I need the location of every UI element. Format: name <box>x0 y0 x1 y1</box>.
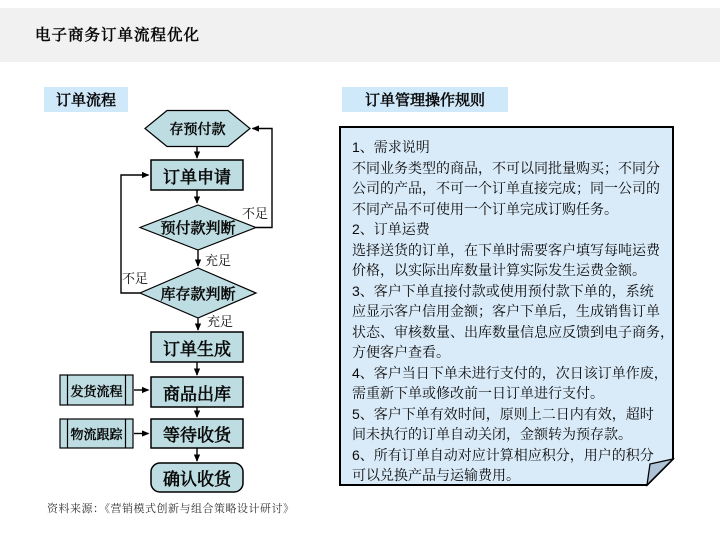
node-goods-out: 商品出库 <box>163 384 231 404</box>
node-store-prepayment: 存预付款 <box>169 120 226 137</box>
node-stock-check: 库存款判断 <box>160 285 236 303</box>
rule-line: 价格，以实际出库数量计算实际发生运费金额。 <box>352 262 646 278</box>
rule-line: 5、客户下单有效时间，原则上二日内有效，超时 <box>352 405 654 422</box>
rule-line: 3、客户下单直接付款或使用预付款下单的，系统 <box>352 282 654 299</box>
rule-line: 间未执行的订单自动关闭，金额转为预存款。 <box>352 426 632 442</box>
rule-line: 选择送货的订单，在下单时需要客户填写每吨运费 <box>352 241 660 258</box>
rule-line: 可以兑换产品与运输费用。 <box>352 467 520 483</box>
rule-line: 4、客户当日下单未进行支付的，次日该订单作废， <box>352 364 668 381</box>
node-wait-receive: 等待收货 <box>163 426 231 445</box>
rule-line: 需重新下单或修改前一日订单进行支付。 <box>352 385 604 401</box>
rule-line: 应显示客户信用金额；客户下单后，生成销售订单 <box>352 303 660 319</box>
edge-label-prepay-insufficient: 不足 <box>242 206 269 221</box>
rule-line: 公司的产品，不可一个订单直接完成；同一公司的 <box>352 180 660 196</box>
rules-section-label: 订单管理操作规则 <box>342 87 508 112</box>
edge-label-prepay-sufficient: 充足 <box>205 253 232 268</box>
node-ship-process: 发货流程 <box>70 383 123 399</box>
rule-line: 状态、审核数量、出库数量信息应反馈到电子商务， <box>352 323 674 340</box>
rule-line: 不同业务类型的商品，不可以同批量购买；不同分 <box>352 159 660 176</box>
rule-line: 方便客户查看。 <box>352 344 450 360</box>
node-prepay-check: 预付款判断 <box>160 220 236 237</box>
source-citation: 资料来源：《营销模式创新与组合策略设计研讨》 <box>47 503 295 515</box>
rule-line: 1、需求说明 <box>352 139 430 155</box>
rule-line: 2、订单运费 <box>352 221 430 237</box>
node-order-create: 订单生成 <box>163 339 231 359</box>
flow-section-label: 订单流程 <box>44 87 128 112</box>
node-logistics-track: 物流跟踪 <box>70 427 123 442</box>
page-title: 电子商务订单流程优化 <box>35 27 201 44</box>
edge-label-stock-insufficient: 不足 <box>122 271 149 286</box>
node-confirm-receive: 确认收货 <box>163 470 231 489</box>
edge-label-stock-sufficient: 充足 <box>207 314 234 329</box>
rule-line: 不同产品不可使用一个订单完成订购任务。 <box>352 200 618 217</box>
rules-text <box>352 137 674 486</box>
node-order-apply: 订单申请 <box>163 167 231 187</box>
rule-line: 6、所有订单自动对应计算相应积分，用户的积分 <box>352 446 654 463</box>
